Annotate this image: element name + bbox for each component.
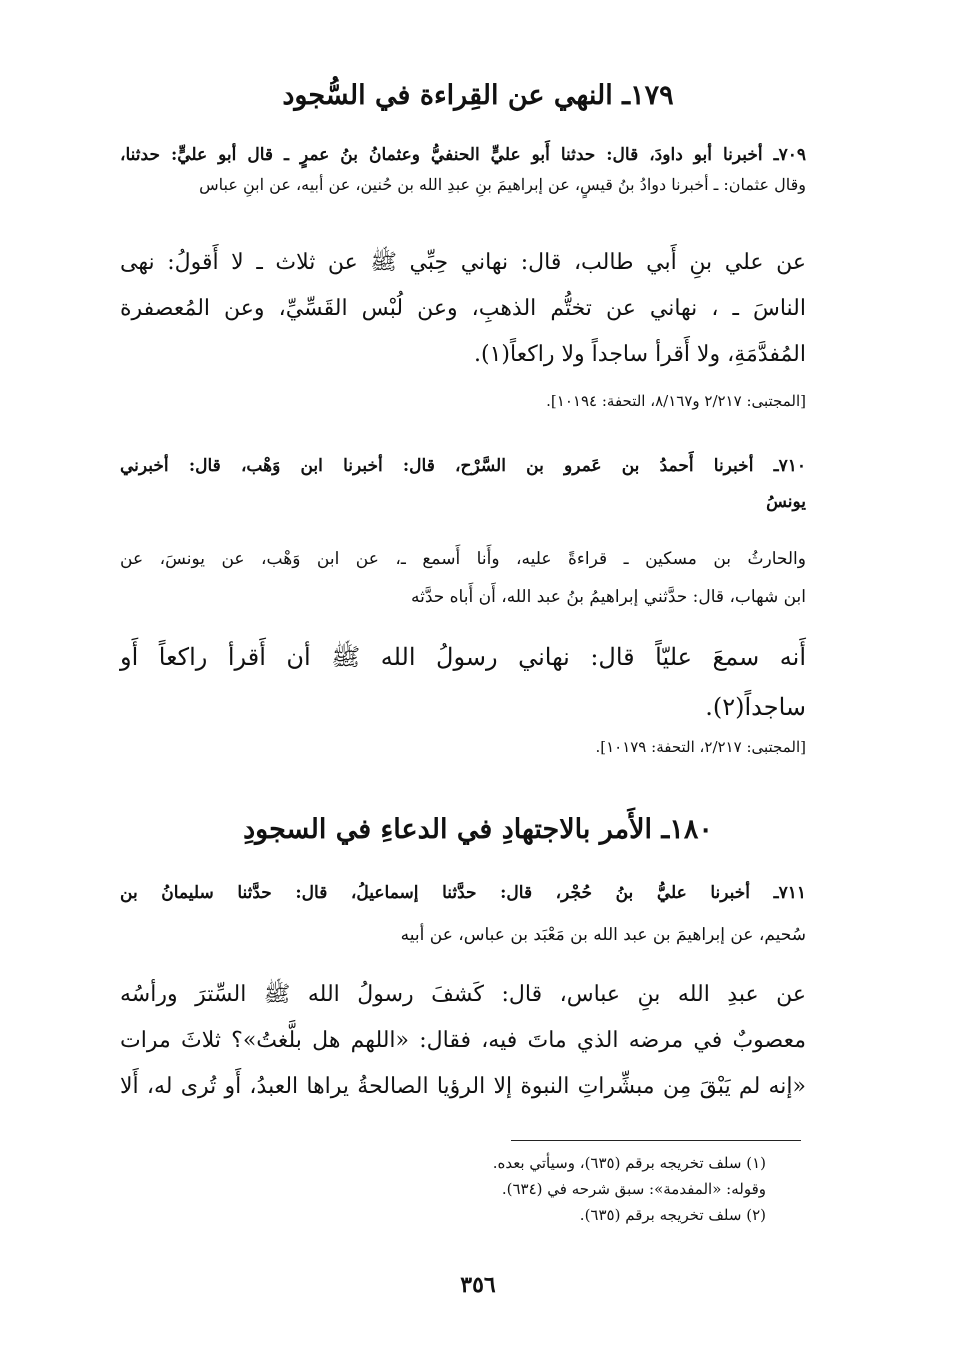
chapter-180-title: ١٨٠ـ الأَمر بالاجتهادِ في الدعاءِ في السجودِ bbox=[243, 814, 713, 845]
hadith-709 bbox=[120, 140, 806, 200]
matn-line: ساجداً(٢). bbox=[705, 693, 806, 721]
hadith-710-head: ٧١٠ـ أخبرنا أَحمدُ بن عَمرو بن السَّرْح، قال: أخبرنا ابن وَهْب، قال: أخبرني bbox=[120, 456, 806, 476]
footnote: (١) سلف تخريجه برقم (٦٣٥)، وسيأتي بعده. bbox=[492, 1154, 766, 1172]
matn-line: معصوبٌ في مرضه الذي ماتَ فيه، فقال: «اللهم هل بلَّغتُ»؟ ثلاثَ مرات bbox=[120, 1028, 807, 1053]
footnote: وقوله: «المفدمة»: سبق شرحه في (٦٣٤). bbox=[501, 1180, 766, 1198]
hadith-711-head: سُحيم، عن إبراهيمَ بن عبد الله بن مَعْبَد بن عباس، عن أبيه bbox=[400, 925, 806, 945]
hadith-709-head: ٧٠٩ـ أخبرنا أبو داودَ، قال: حدثنا أَبو عليٍّ الحنفيُّ وعثمانُ بنُ عمرٍ ـ قال أبو عليٍّ: حدثنا، bbox=[120, 145, 806, 165]
matn-line: عن عبدِ الله بنِ عباس، قال: كَشفَ رسولُ الله ﷺ السِّترَ ورأسُه bbox=[120, 982, 806, 1007]
isnad-line: والحارثُ بن مسكين ـ قراءةً عليه، وأَنا أَسمع ـ، عن ابن وَهْب، عن يونسَ، عن bbox=[120, 549, 806, 569]
matn-line: المُفدَّمَةِ، ولا أَقرأ ساجداً ولا راكعاً(١). bbox=[474, 342, 806, 367]
hadith-710-head-tail: يونسُ bbox=[766, 492, 806, 512]
footnote: (٢) سلف تخريجه برقم (٦٣٥). bbox=[579, 1206, 766, 1224]
matn-line: عن علي بنِ أَبي طالب، قال: نهاني حِبِّي ﷺ عن ثلاث ـ لا أَقولُ: نهى bbox=[120, 250, 806, 275]
matn-line: الناسَ ـ ، نهاني عن تختُّم الذهبِ، وعن لُبْس القَسِّيِّ، وعن المُعصفرة bbox=[120, 296, 806, 321]
matn-line: «إنه لم يَبْقَ مِن مبشِّراتِ النبوة إلا الرؤيا الصالحةُ يراها العبدُ، أَو تُرى له، أَلا bbox=[120, 1074, 806, 1099]
footnote-divider bbox=[511, 1140, 801, 1141]
hadith-709-matn bbox=[120, 240, 806, 378]
hadith-710-reference: [المجتبى: ٢/٢١٧، التحفة: ١٠١٧٩]. bbox=[595, 738, 806, 756]
hadith-709-reference: [المجتبى: ٢/٢١٧ و٨/١٦٧، التحفة: ١٠١٩٤]. bbox=[546, 392, 806, 410]
hadith-711-matn bbox=[120, 972, 806, 1110]
hadith-710-isnad bbox=[120, 540, 806, 616]
page-number: ٣٥٦ bbox=[460, 1272, 496, 1298]
hadith-710 bbox=[120, 448, 806, 520]
matn-line: أَنه سمعَ عليّاً قال: نهاني رسولُ الله ﷺ أن أَقرأ راكعاً أَو bbox=[120, 643, 806, 671]
chapter-179-title: ١٧٩ـ النهي عن القِراءة في السُّجود bbox=[282, 80, 674, 111]
hadith-710-matn bbox=[120, 632, 806, 732]
isnad-line: ابن شهاب، قال: حدَّثني إبراهيمُ بنُ عبد الله، أَن أَباه حدَّثه bbox=[410, 587, 806, 607]
hadith-711-head: ٧١١ـ أخبرنا عليُّ بنُ حُجْر، قال: حدَّثنا إسماعيلُ، قال: حدَّثنا سليمانُ بن bbox=[120, 883, 806, 903]
hadith-709-isnad: وقال عثمان: ـ أخبرنا دوادُ بنُ قيسٍ، عن إبراهيمَ بنِ عبدِ الله بن حُنين، عن أبيه، عن ابنِ عباس bbox=[199, 175, 806, 194]
footnotes bbox=[493, 1150, 766, 1228]
hadith-711 bbox=[120, 872, 806, 956]
